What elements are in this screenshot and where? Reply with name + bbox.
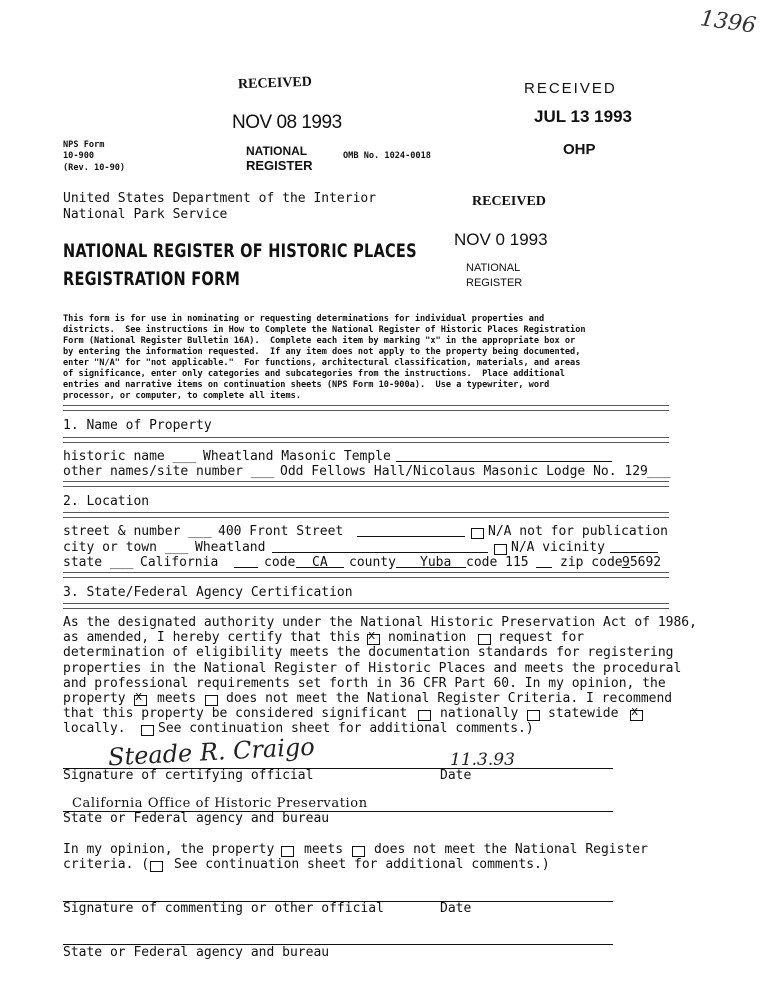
cert-locally-label: locally. (63, 721, 126, 736)
cert-continuation-label: See continuation sheet for additional comments.) (158, 721, 534, 736)
zip-pre-line (536, 567, 552, 568)
not-for-publication-label: N/A not for publication (488, 524, 669, 539)
form-number-line3: (Rev. 10-90) (63, 163, 126, 173)
divider (63, 437, 669, 443)
instructions-line-8: processor, or computer, to complete all items. (63, 391, 301, 401)
cert-does-not-meet-label: does not meet the National Register Criteria. I recommend (226, 691, 673, 706)
street-line (357, 536, 465, 537)
other-names-tail: ___ (647, 464, 671, 479)
form-number-line2: 10-900 (63, 151, 95, 161)
cert-request-label: request for (498, 630, 585, 645)
opinion-line-1c: does not meet the National Register (374, 842, 648, 857)
received-stamp-2: RECEIVED (524, 80, 617, 97)
cert-meets-label: meets (157, 691, 197, 706)
historic-name-value: Wheatland Masonic Temple (203, 449, 391, 464)
received-stamp-3: RECEIVED (472, 194, 546, 209)
street-label: street & number ___ (63, 524, 212, 539)
state-value: California (140, 555, 219, 570)
instructions-line-3: Form (National Register Bulletin 16A). Complete each item by marking "x" in the appropriate box or (63, 336, 576, 346)
form-number-line1: NPS Form (63, 140, 105, 150)
cert-nomination-label: nomination (388, 630, 467, 645)
zip-label: zip code (560, 555, 623, 570)
agency2-label: State or Federal agency and bureau (63, 945, 330, 960)
instructions-line-2: districts. See instructions in How to Complete the National Register of Historic Places Registration (63, 325, 586, 335)
received-stamp-1: RECEIVED (237, 74, 313, 93)
register-stamp-1: REGISTER (246, 158, 313, 173)
state-code-label: code (264, 555, 296, 570)
opinion-line-1a: In my opinion, the property (63, 842, 275, 857)
meets-x-mark: x (135, 689, 143, 703)
service-line: National Park Service (63, 207, 228, 222)
cert-line-4: properties in the National Register of Historic Places and meets the procedural (63, 661, 682, 676)
vicinity-line (610, 552, 658, 553)
zip-value: 95692 (622, 555, 662, 570)
received-date-3: NOV 0 1993 (454, 230, 548, 249)
register-stamp-3: REGISTER (466, 277, 523, 289)
instructions-line-4: by entering the information requested. If any item does not apply to the property being documented, (63, 347, 581, 357)
instructions-line-5: enter "N/A" for "not applicable." For functions, architectural classification, materials, and areas (63, 358, 581, 368)
agency-value: California Office of Historic Preservation (72, 796, 368, 811)
cert-line-1: As the designated authority under the National Historic Preservation Act of 1986, (63, 615, 697, 630)
section1-heading: 1. Name of Property (63, 418, 212, 433)
section2-heading: 2. Location (63, 494, 150, 509)
received-date-1: NOV 08 1993 (232, 112, 342, 133)
opinion-line-2b: See continuation sheet for additional comments.) (174, 857, 550, 872)
national-stamp-3: NATIONAL (466, 262, 521, 274)
cert-property-label: property (63, 691, 126, 706)
other-names-label: other names/site number ___ (63, 464, 275, 479)
divider (63, 572, 669, 578)
instructions-line-7: entries and narrative items on continuation sheets (NPS Form 10-900a). Use a typewriter, word (63, 380, 550, 390)
county-code: code 115 (466, 555, 529, 570)
date-label: Date (440, 768, 472, 783)
city-label: city or town ___ (63, 540, 189, 555)
city-line (272, 552, 488, 553)
street-value: 400 Front Street (218, 524, 344, 539)
instructions-line-6: of significance, enter only categories and subcategories from the instructions. Place additional (63, 369, 565, 379)
cert-line-5: and professional requirements set forth in 36 CFR Part 60. In my opinion, the (63, 676, 666, 691)
city-value: Wheatland (195, 540, 266, 555)
historic-name-label: historic name ___ (63, 449, 197, 464)
ohp-stamp: OHP (563, 141, 596, 158)
national-stamp-1: NATIONAL (246, 144, 308, 158)
state-code-value: CA (312, 555, 328, 570)
opinion-meets-label: meets (304, 842, 344, 857)
opinion-line-2a: criteria. ( (63, 857, 150, 872)
agency-label: State or Federal agency and bureau (63, 811, 330, 826)
state-label: state ___ (63, 555, 134, 570)
signature-label: Signature of certifying official (63, 768, 314, 783)
divider (63, 603, 669, 609)
county-label: county (349, 555, 396, 570)
historic-name-line (396, 461, 612, 462)
divider (63, 405, 669, 411)
divider (63, 481, 669, 487)
not-for-publication-checkbox[interactable] (471, 525, 484, 543)
cert-line-3: determination of eligibility meets the documentation standards for registering (63, 645, 674, 660)
department-line: United States Department of the Interior (63, 191, 377, 206)
instructions-line-1: This form is for use in nominating or requesting determinations for individual properties and (63, 314, 545, 324)
cert-significance-label: that this property be considered significant (63, 706, 408, 721)
cert-line-2a: as amended, I hereby certify that this (63, 630, 361, 645)
other-names-value: Odd Fellows Hall/Nicolaus Masonic Lodge No. 129 (280, 464, 648, 479)
nomination-x-mark: x (368, 628, 376, 642)
sign-date: 11.3.93 (450, 750, 515, 770)
locally-x-mark: x (631, 704, 639, 718)
received-date-2: JUL 13 1993 (534, 107, 632, 126)
cert-nationally-label: nationally (440, 706, 519, 721)
section3-heading: 3. State/Federal Agency Certification (63, 585, 353, 600)
continuation-checkbox[interactable] (141, 722, 154, 740)
county-value: Yuba (420, 555, 452, 570)
opinion-continuation-checkbox[interactable] (150, 858, 163, 876)
state-line (234, 567, 258, 568)
vicinity-label: N/A vicinity (511, 540, 605, 555)
form-title-line2: REGISTRATION FORM (63, 268, 241, 290)
divider (63, 512, 669, 518)
cert-statewide-label: statewide (548, 706, 619, 721)
comment-date-label: Date (440, 901, 472, 916)
signature: Steade R. Craigo (107, 732, 316, 772)
omb-number: OMB No. 1024-0018 (343, 151, 431, 161)
handwritten-number: 1396 (698, 6, 758, 39)
comment-signature-label: Signature of commenting or other official (63, 901, 384, 916)
form-title-line1: NATIONAL REGISTER OF HISTORIC PLACES (63, 240, 417, 262)
